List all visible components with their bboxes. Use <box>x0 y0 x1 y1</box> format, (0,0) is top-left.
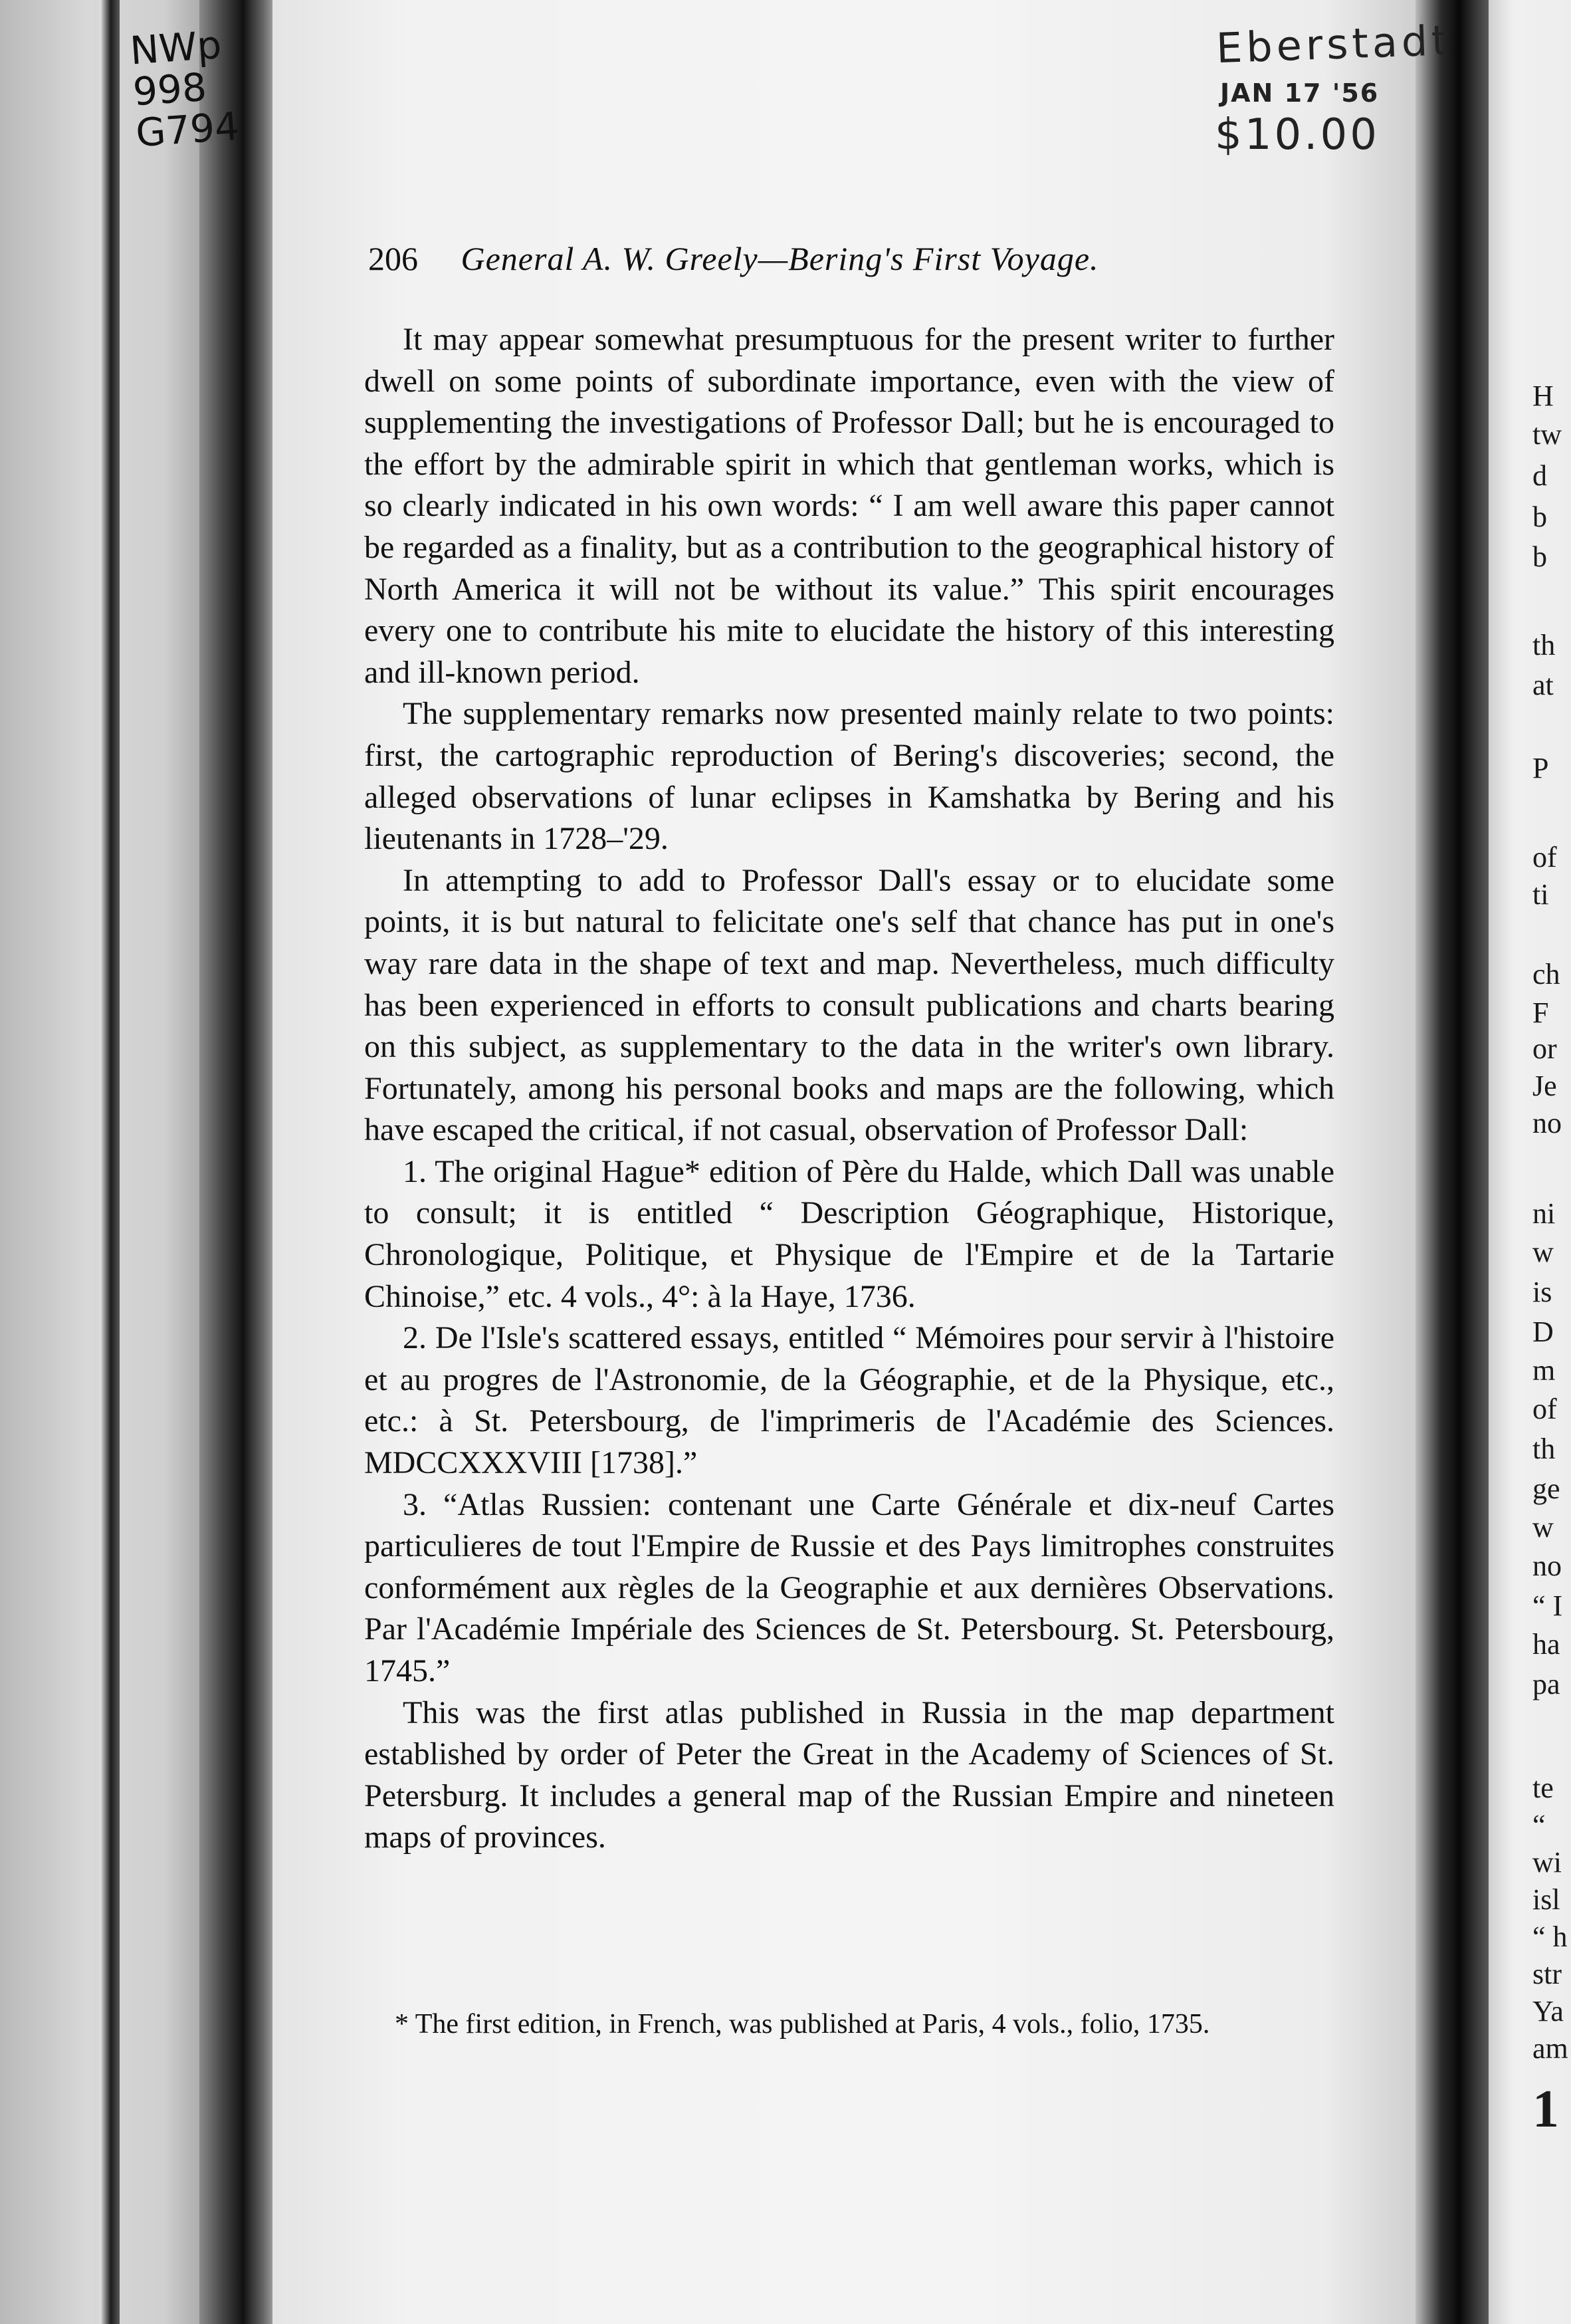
facing-page-fragment: Ya <box>1532 1995 1564 2028</box>
body-text <box>364 319 1334 1859</box>
facing-page <box>1489 0 1571 2324</box>
facing-page-fragment: pa <box>1532 1668 1560 1700</box>
facing-page-fragment: ti <box>1532 878 1549 911</box>
facing-page-fragment: w <box>1532 1511 1554 1544</box>
facing-page-fragment: D <box>1532 1316 1554 1348</box>
facing-page-fragment: at <box>1532 669 1554 701</box>
paragraph: In attempting to add to Professor Dall's essay or to elucidate some points, it is but natural to felicitate one's self that chance has put in one's way rare data in the shape of text and map. Nevertheless, much difficulty has been experienced in efforts to consult publications and charts bearing on this subject, as supplementary to the data in the writer's own library. Fortunately, among his personal books and maps are the following, which have escaped the critical, if not casual, observation of Professor Dall: <box>364 862 1334 1148</box>
facing-page-fragment: w <box>1532 1236 1554 1268</box>
facing-page-fragment: m <box>1532 1354 1556 1387</box>
facing-page-fragment: tw <box>1532 418 1562 451</box>
page-gutter <box>1415 0 1489 2324</box>
facing-page-fragment: is <box>1532 1276 1552 1308</box>
facing-page-fragment: no <box>1532 1550 1562 1582</box>
facing-page-fragment: b <box>1532 501 1547 533</box>
facing-page-fragment: isl <box>1532 1883 1560 1916</box>
facing-page-fragment: th <box>1532 1433 1556 1465</box>
dealer-mark-handwritten: Eberstadt <box>1215 15 1453 73</box>
list-item: 2. De l'Isle's scattered essays, entitled “ Mémoires pour servir à l'histoire et au progres de l'Astronomie, de la Géographie, et de la Physique, etc., etc.: à St. Petersbourg, de l'imprimeris de l'Académie des Sciences. MDCCXXXVIII [1738].” <box>364 1320 1334 1481</box>
running-header <box>368 239 1338 278</box>
facing-page-fragment: str <box>1532 1958 1562 1990</box>
facing-page-fragment: te <box>1532 1772 1554 1804</box>
facing-page-fragment: b <box>1532 540 1547 573</box>
facing-page-fragment: F <box>1532 996 1549 1029</box>
left-shadow <box>100 0 120 2324</box>
date-stamp: JAN 17 '56 <box>1220 78 1380 108</box>
facing-page-fragment: P <box>1532 752 1549 784</box>
facing-page-fragment: ha <box>1532 1628 1560 1661</box>
facing-page-fragment: “ <box>1532 1809 1546 1841</box>
list-item: 3. “Atlas Russien: contenant une Carte Générale et dix-neuf Cartes particulieres de tout l'Empire de Russie et des Pays limitrophes construites conformément aux règles de la Geographie et aux dernières Observations. Par l'Académie Impériale des Sciences de St. Petersbourg. St. Petersbourg, 1745.” <box>364 1486 1334 1688</box>
facing-page-fragment: wi <box>1532 1846 1562 1879</box>
book-spine <box>199 0 279 2324</box>
facing-page-fragment: 1 <box>1532 2080 1559 2139</box>
facing-page-fragment: ge <box>1532 1472 1560 1505</box>
facing-page-fragment: “ I <box>1532 1589 1563 1622</box>
paragraph: This was the first atlas published in Russia in the map department established by order of Peter the Great in the Academy of Sciences of St. Petersburg. It includes a general map of the Russian Empire and nineteen maps of provinces. <box>364 1694 1334 1855</box>
list-item: 1. The original Hague* edition of Père du Halde, which Dall was unable to consult; it is entitled “ Description Géographique, Historique, Chronologique, Politique, et Physique de l'Empire et de la Tartarie Chinoise,” etc. 4 vols., 4°: à la Haye, 1736. <box>364 1153 1334 1314</box>
facing-page-fragment: ni <box>1532 1197 1556 1230</box>
facing-page-fragment: ch <box>1532 958 1560 990</box>
facing-page-fragment: or <box>1532 1032 1557 1065</box>
running-title: General A. W. Greely—Bering's First Voyage. <box>461 240 1099 277</box>
paragraph: It may appear somewhat presumptuous for the present writer to further dwell on some points of subordinate importance, even with the view of supplementing the investigations of Professor Dall; but he is encouraged to the effort by the admirable spirit in which that gentleman works, which is so clearly indicated in his own words: “ I am well aware this paper cannot be regarded as a finality, but as a contribution to the geographical history of North America it will not be without its value.” This spirit encourages every one to contribute his mite to elucidate the history of this interesting and ill-known period. <box>364 322 1334 690</box>
price-mark-handwritten: $10.00 <box>1215 110 1380 160</box>
page-number: 206 <box>368 240 418 277</box>
facing-page-fragment: “ h <box>1532 1920 1568 1953</box>
facing-page-fragment: of <box>1532 1393 1557 1425</box>
call-number-handwritten: NWp 998 G794 <box>128 22 241 156</box>
facing-page-fragment: am <box>1532 2032 1568 2065</box>
facing-page-fragment: no <box>1532 1107 1562 1139</box>
facing-page-fragment: Je <box>1532 1070 1557 1102</box>
paragraph: The supplementary remarks now presented mainly relate to two points: first, the cartographic reproduction of Bering's discoveries; second, the alleged observations of lunar eclipses in Kamshatka by Bering and his lieutenants in 1728–'29. <box>364 696 1334 857</box>
facing-page-fragment: H <box>1532 380 1554 412</box>
facing-page-fragment: th <box>1532 629 1556 661</box>
footnote: * The first edition, in French, was published at Paris, 4 vols., folio, 1735. <box>395 2009 1210 2039</box>
facing-page-fragment: d <box>1532 459 1547 492</box>
facing-page-fragment: of <box>1532 841 1557 873</box>
